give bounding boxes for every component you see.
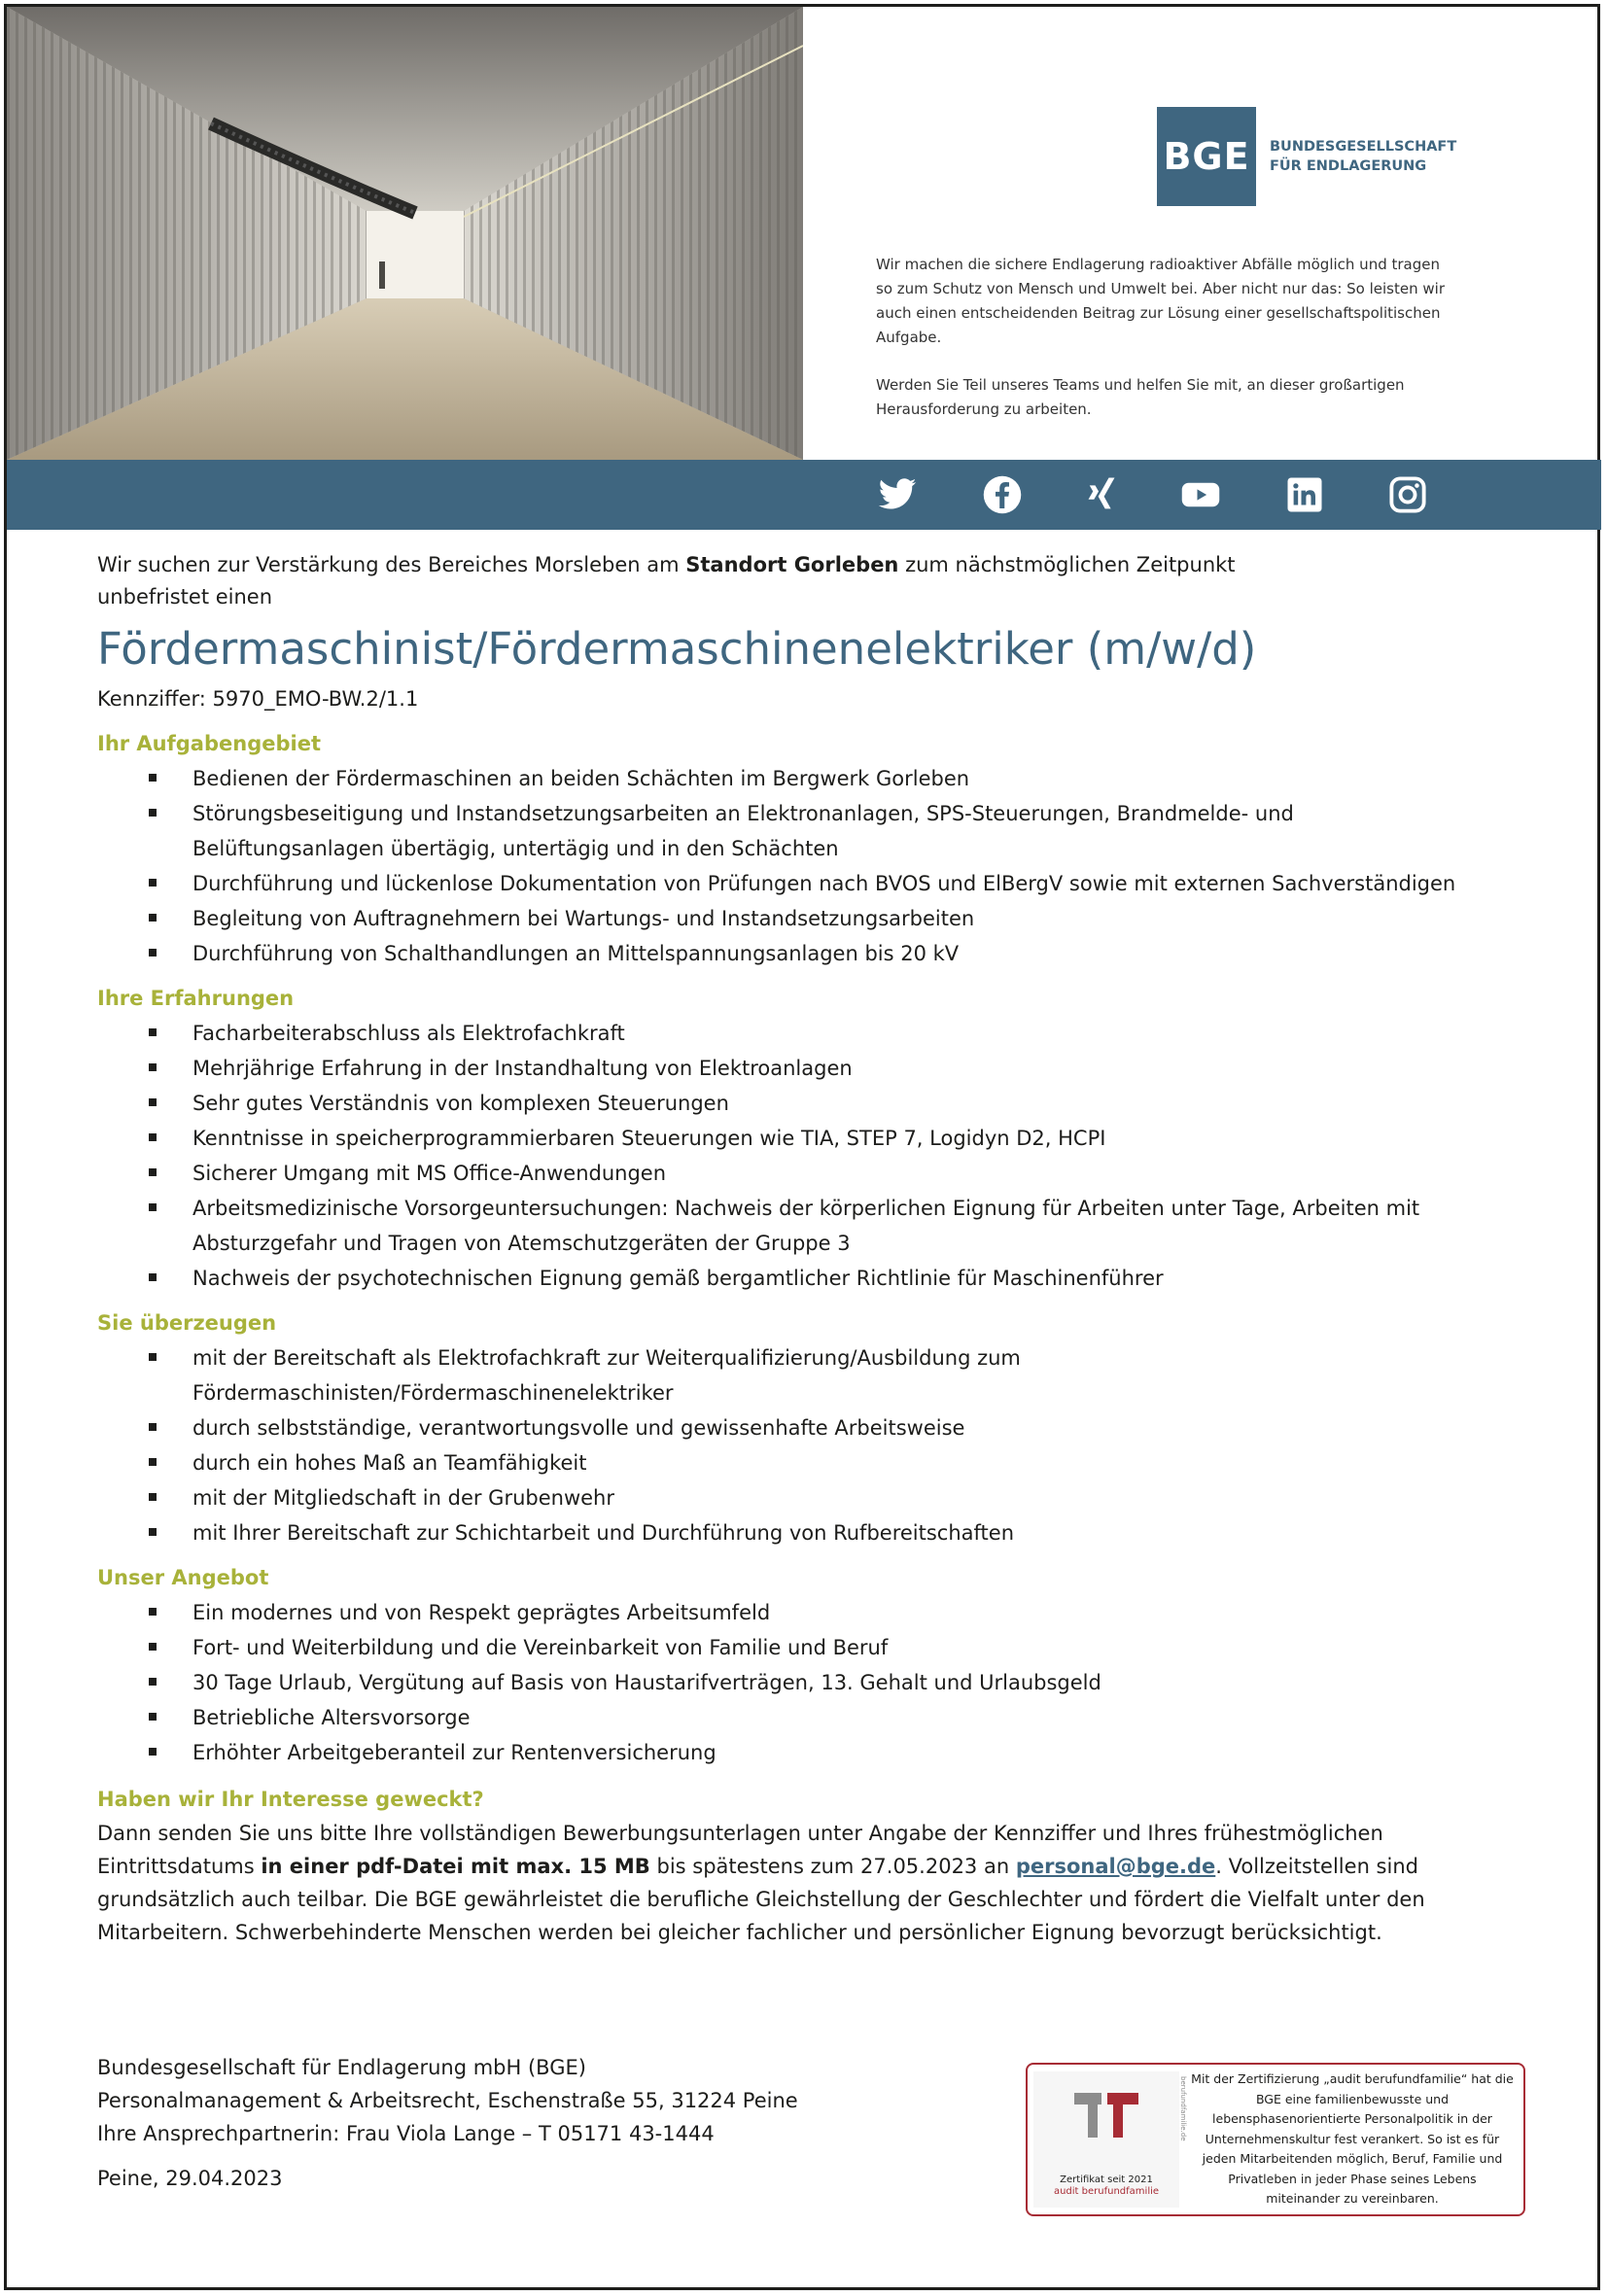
list-item: Durchführung und lückenlose Dokumentation von Prüfungen nach BVOS und ElBergV sowie mit externen Sachverständigen bbox=[97, 866, 1487, 901]
section-heading-interest: Haben wir Ihr Interesse geweckt? bbox=[97, 1788, 484, 1811]
bge-logo-text bbox=[1270, 137, 1456, 176]
linkedin-icon[interactable] bbox=[1284, 474, 1325, 515]
list-item: Kenntnisse in speicherprogrammierbaren Steuerungen wie TIA, STEP 7, Logidyn D2, HCPI bbox=[97, 1121, 1487, 1156]
certificate-label-line-2: audit berufundfamilie bbox=[1053, 2186, 1160, 2197]
social-media-bar bbox=[7, 460, 1601, 530]
list-item: mit der Bereitschaft als Elektrofachkraft zur Weiterqualifizierung/Ausbildung zum Fördermaschinisten/Fördermaschinenelektriker bbox=[97, 1340, 1487, 1410]
intro-paragraph-2: Werden Sie Teil unseres Teams und helfen Sie mit, an dieser großartigen Herausforderung zu arbeiten. bbox=[876, 376, 1405, 418]
posting-date: Peine, 29.04.2023 bbox=[97, 2167, 283, 2190]
closing-text bbox=[97, 1817, 1487, 1949]
certificate-box bbox=[1026, 2063, 1525, 2216]
list-item: mit der Mitgliedschaft in der Grubenwehr bbox=[97, 1480, 1487, 1515]
section-heading-tasks: Ihr Aufgabengebiet bbox=[97, 732, 321, 755]
list-item: Nachweis der psychotechnischen Eignung gemäß bergamtlicher Richtlinie für Maschinenführer bbox=[97, 1261, 1487, 1296]
lead-part-1: Wir suchen zur Verstärkung des Bereiches Morsleben am bbox=[97, 553, 686, 576]
contact-person: Ihre Ansprechpartnerin: Frau Viola Lange – T 05171 43-1444 bbox=[97, 2122, 715, 2145]
audit-logo-icon bbox=[1070, 2085, 1142, 2163]
closing-text-part-1: Dann senden Sie uns bitte Ihre vollständigen Bewerbungsunterlagen unter Angabe der Kennziffer und Ihres frühestmöglichen Eintrittsdatums bbox=[97, 1822, 1383, 1878]
experience-list bbox=[97, 1016, 1487, 1296]
facebook-icon[interactable] bbox=[982, 474, 1023, 515]
instagram-icon[interactable] bbox=[1387, 474, 1428, 515]
certificate-seal bbox=[1033, 2071, 1179, 2208]
closing-text-part-2: . Vollzeitstellen sind grundsätzlich auch teilbar. Die BGE gewährleistet die berufliche Gleichstellung der Geschlechter und fördert die Vielfalt unter den Mitarbeitern. Schwerbehinderte Menschen werden bei gleicher fachlicher und persönlicher Eignung bevorzugt berücksichtigt. bbox=[97, 1855, 1425, 1944]
department-address: Personalmanagement & Arbeitsrecht, Eschenstraße 55, 31224 Peine bbox=[97, 2089, 798, 2112]
section-heading-offer: Unser Angebot bbox=[97, 1566, 269, 1589]
closing-deadline: bis spätestens zum 27.05.2023 an bbox=[649, 1855, 1016, 1878]
lead-part-2: zum nächstmöglichen Zeitpunkt bbox=[898, 553, 1236, 576]
list-item: mit Ihrer Bereitschaft zur Schichtarbeit und Durchführung von Rufbereitschaften bbox=[97, 1515, 1487, 1550]
offer-list bbox=[97, 1595, 1487, 1770]
list-item: Sehr gutes Verständnis von komplexen Steuerungen bbox=[97, 1086, 1487, 1121]
list-item: durch ein hohes Maß an Teamfähigkeit bbox=[97, 1445, 1487, 1480]
youtube-icon[interactable] bbox=[1180, 474, 1221, 515]
lead-location: Standort Gorleben bbox=[685, 553, 899, 576]
list-item: Facharbeiterabschluss als Elektrofachkraft bbox=[97, 1016, 1487, 1051]
list-item: durch selbstständige, verantwortungsvolle und gewissenhafte Arbeitsweise bbox=[97, 1410, 1487, 1445]
bge-logo[interactable] bbox=[1157, 107, 1456, 206]
list-item: Bedienen der Fördermaschinen an beiden Schächten im Bergwerk Gorleben bbox=[97, 761, 1487, 796]
list-item: Ein modernes und von Respekt geprägtes Arbeitsumfeld bbox=[97, 1595, 1487, 1630]
convince-list bbox=[97, 1340, 1487, 1550]
certificate-label-line-1: Zertifikat seit 2021 bbox=[1060, 2174, 1153, 2185]
email-link[interactable]: personal@bge.de bbox=[1015, 1855, 1216, 1878]
logo-line-1: BUNDESGESELLSCHAFT bbox=[1270, 139, 1457, 155]
list-item: Arbeitsmedizinische Vorsorgeuntersuchungen: Nachweis der körperlichen Eignung für Arbeiten unter Tage, Arbeiten mit Absturzgefahr und Tragen von Atemschutzgeräten der Gruppe 3 bbox=[97, 1191, 1487, 1261]
intro-paragraph-1: Wir machen die sichere Endlagerung radioaktiver Abfälle möglich und tragen so zum Schutz von Mensch und Umwelt bei. Aber nicht nur das: So leisten wir auch einen entscheidenden Beitrag zur Lösung einer gesellschaftspolitischen Aufgabe. bbox=[876, 256, 1445, 346]
reference-number: Kennziffer: 5970_EMO-BW.2/1.1 bbox=[97, 687, 419, 711]
twitter-icon[interactable] bbox=[877, 474, 918, 515]
job-posting bbox=[97, 549, 1487, 1949]
certificate-label bbox=[1033, 2174, 1179, 2198]
certificate-side-text: berufundfamilie.de bbox=[1179, 2076, 1187, 2141]
footer-contact bbox=[97, 2051, 798, 2195]
tunnel-photo bbox=[7, 7, 803, 460]
closing-file-requirement: in einer pdf-Datei mit max. 15 MB bbox=[261, 1855, 650, 1878]
certificate-text: Mit der Zertifizierung „audit berufundfamilie“ hat die BGE eine familienbewusste und lebensphasenorientierte Personalpolitik in der Unternehmenskultur fest verankert. So ist es für jeden Mitarbeitenden möglich, Beruf, Familie und Privatleben in jeder Phase seines Lebens miteinander zu vereinbaren. bbox=[1191, 2071, 1514, 2207]
list-item: Mehrjährige Erfahrung in der Instandhaltung von Elektroanlagen bbox=[97, 1051, 1487, 1086]
logo-line-2: FÜR ENDLAGERUNG bbox=[1270, 158, 1427, 174]
company-name: Bundesgesellschaft für Endlagerung mbH (BGE) bbox=[97, 2056, 586, 2079]
job-title: Fördermaschinist/Fördermaschinenelektriker (m/w/d) bbox=[97, 623, 1257, 675]
tasks-list bbox=[97, 761, 1487, 971]
xing-icon[interactable] bbox=[1081, 474, 1122, 515]
section-heading-convince: Sie überzeugen bbox=[97, 1311, 277, 1335]
list-item: Betriebliche Altersvorsorge bbox=[97, 1700, 1487, 1735]
list-item: Durchführung von Schalthandlungen an Mittelspannungsanlagen bis 20 kV bbox=[97, 936, 1487, 971]
list-item: Sicherer Umgang mit MS Office-Anwendungen bbox=[97, 1156, 1487, 1191]
bge-logo-mark: BGE bbox=[1157, 107, 1256, 206]
list-item: Störungsbeseitigung und Instandsetzungsarbeiten an Elektronanlagen, SPS-Steuerungen, Brandmelde- und Belüftungsanlagen übertägig, untertägig und in den Schächten bbox=[97, 796, 1487, 866]
lead-line-2: unbefristet einen bbox=[97, 585, 273, 609]
lead-text bbox=[97, 549, 1487, 613]
list-item: Erhöhter Arbeitgeberanteil zur Rentenversicherung bbox=[97, 1735, 1487, 1770]
list-item: Fort- und Weiterbildung und die Vereinbarkeit von Familie und Beruf bbox=[97, 1630, 1487, 1665]
section-heading-experience: Ihre Erfahrungen bbox=[97, 987, 295, 1010]
list-item: 30 Tage Urlaub, Vergütung auf Basis von Haustarifverträgen, 13. Gehalt und Urlaubsgeld bbox=[97, 1665, 1487, 1700]
intro-text bbox=[876, 253, 1459, 445]
list-item: Begleitung von Auftragnehmern bei Wartungs- und Instandsetzungsarbeiten bbox=[97, 901, 1487, 936]
closing-block bbox=[97, 1784, 1487, 1949]
